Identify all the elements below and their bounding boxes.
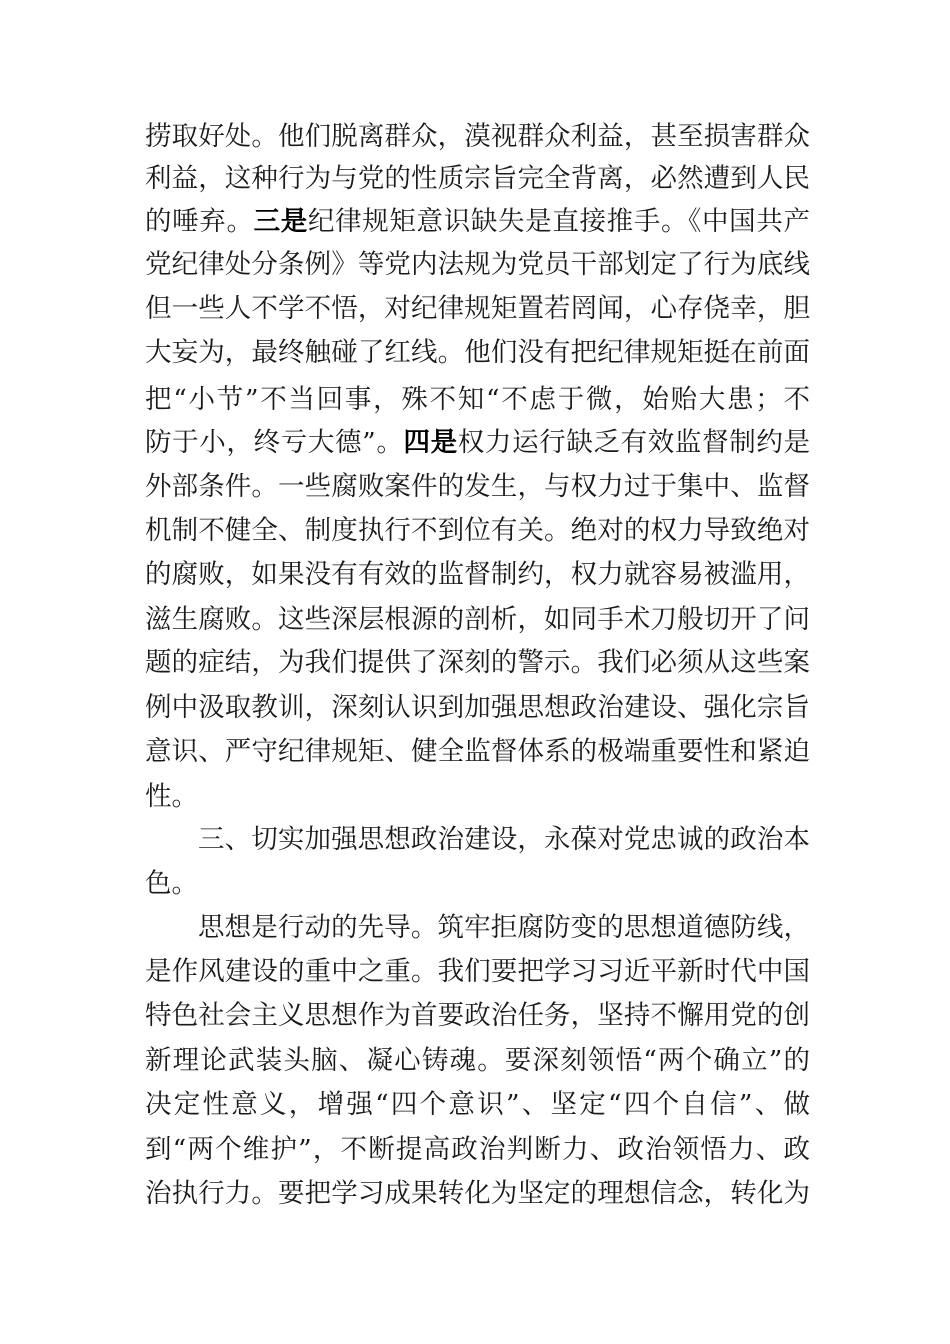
body-text-line: 把“小节”不当回事，殊不知“不虑于微，始贻大患；不 <box>145 384 810 415</box>
body-text-line: 性。 <box>145 781 198 812</box>
body-text-line: 大妄为，最终触碰了红线。他们没有把纪律规矩挺在前面 <box>145 337 810 368</box>
bold-marker-fourth: 四是 <box>403 427 458 458</box>
body-text-line: 例中汲取教训，深刻认识到加强思想政治建设、强化宗旨 <box>145 692 810 723</box>
text-run: 防于小，终亏大德”。 <box>145 427 404 458</box>
body-text-line: 党纪律处分条例》等党内法规为党员干部划定了行为底线 <box>145 249 810 280</box>
body-text-line: 治执行力。要把学习成果转化为坚定的理想信念，转化为 <box>145 1178 810 1209</box>
section-heading-continued: 色。 <box>145 868 198 899</box>
body-text-line: 机制不健全、制度执行不到位有关。绝对的权力导致绝对 <box>145 515 810 546</box>
body-text-line: 利益，这种行为与党的性质宗旨完全背离，必然遭到人民 <box>145 163 810 194</box>
body-text-line: 意识、严守纪律规矩、健全监督体系的极端重要性和紧迫 <box>145 736 810 767</box>
text-run: 的唾弃。 <box>145 206 254 237</box>
body-text-line: 外部条件。一些腐败案件的发生，与权力过于集中、监督 <box>145 471 810 502</box>
body-text-line <box>145 202 810 242</box>
body-text-line: 的腐败，如果没有有效的监督制约，权力就容易被滥用， <box>145 559 810 590</box>
text-run: 权力运行缺乏有效监督制约是 <box>457 427 810 458</box>
paragraph-first-line: 思想是行动的先导。筑牢拒腐防变的思想道德防线， <box>198 912 810 943</box>
body-text-line: 滋生腐败。这些深层根源的剖析，如同手术刀般切开了问 <box>145 604 810 635</box>
bold-marker-third: 三是 <box>253 206 308 237</box>
body-text-line: 新理论武装头脑、凝心铸魂。要深刻领悟“两个确立”的 <box>145 1045 810 1076</box>
body-text-line <box>145 423 810 463</box>
body-text-line: 捞取好处。他们脱离群众，漠视群众利益，甚至损害群众 <box>145 121 810 152</box>
body-text-line: 到“两个维护”，不断提高政治判断力、政治领悟力、政 <box>145 1134 810 1165</box>
body-text-line: 特色社会主义思想作为首要政治任务，坚持不懈用党的创 <box>145 1000 810 1031</box>
text-run: 纪律规矩意识缺失是直接推手。《中国共产 <box>307 206 810 237</box>
section-heading: 三、切实加强思想政治建设，永葆对党忠诚的政治本 <box>198 824 810 855</box>
body-text-line: 题的症结，为我们提供了深刻的警示。我们必须从这些案 <box>145 647 810 678</box>
body-text-line: 决定性意义，增强“四个意识”、坚定“四个自信”、做 <box>145 1089 810 1120</box>
body-text-line: 但一些人不学不悟，对纪律规矩置若罔闻，心存侥幸，胆 <box>145 293 810 324</box>
body-text-line: 是作风建设的重中之重。我们要把学习习近平新时代中国 <box>145 956 810 987</box>
